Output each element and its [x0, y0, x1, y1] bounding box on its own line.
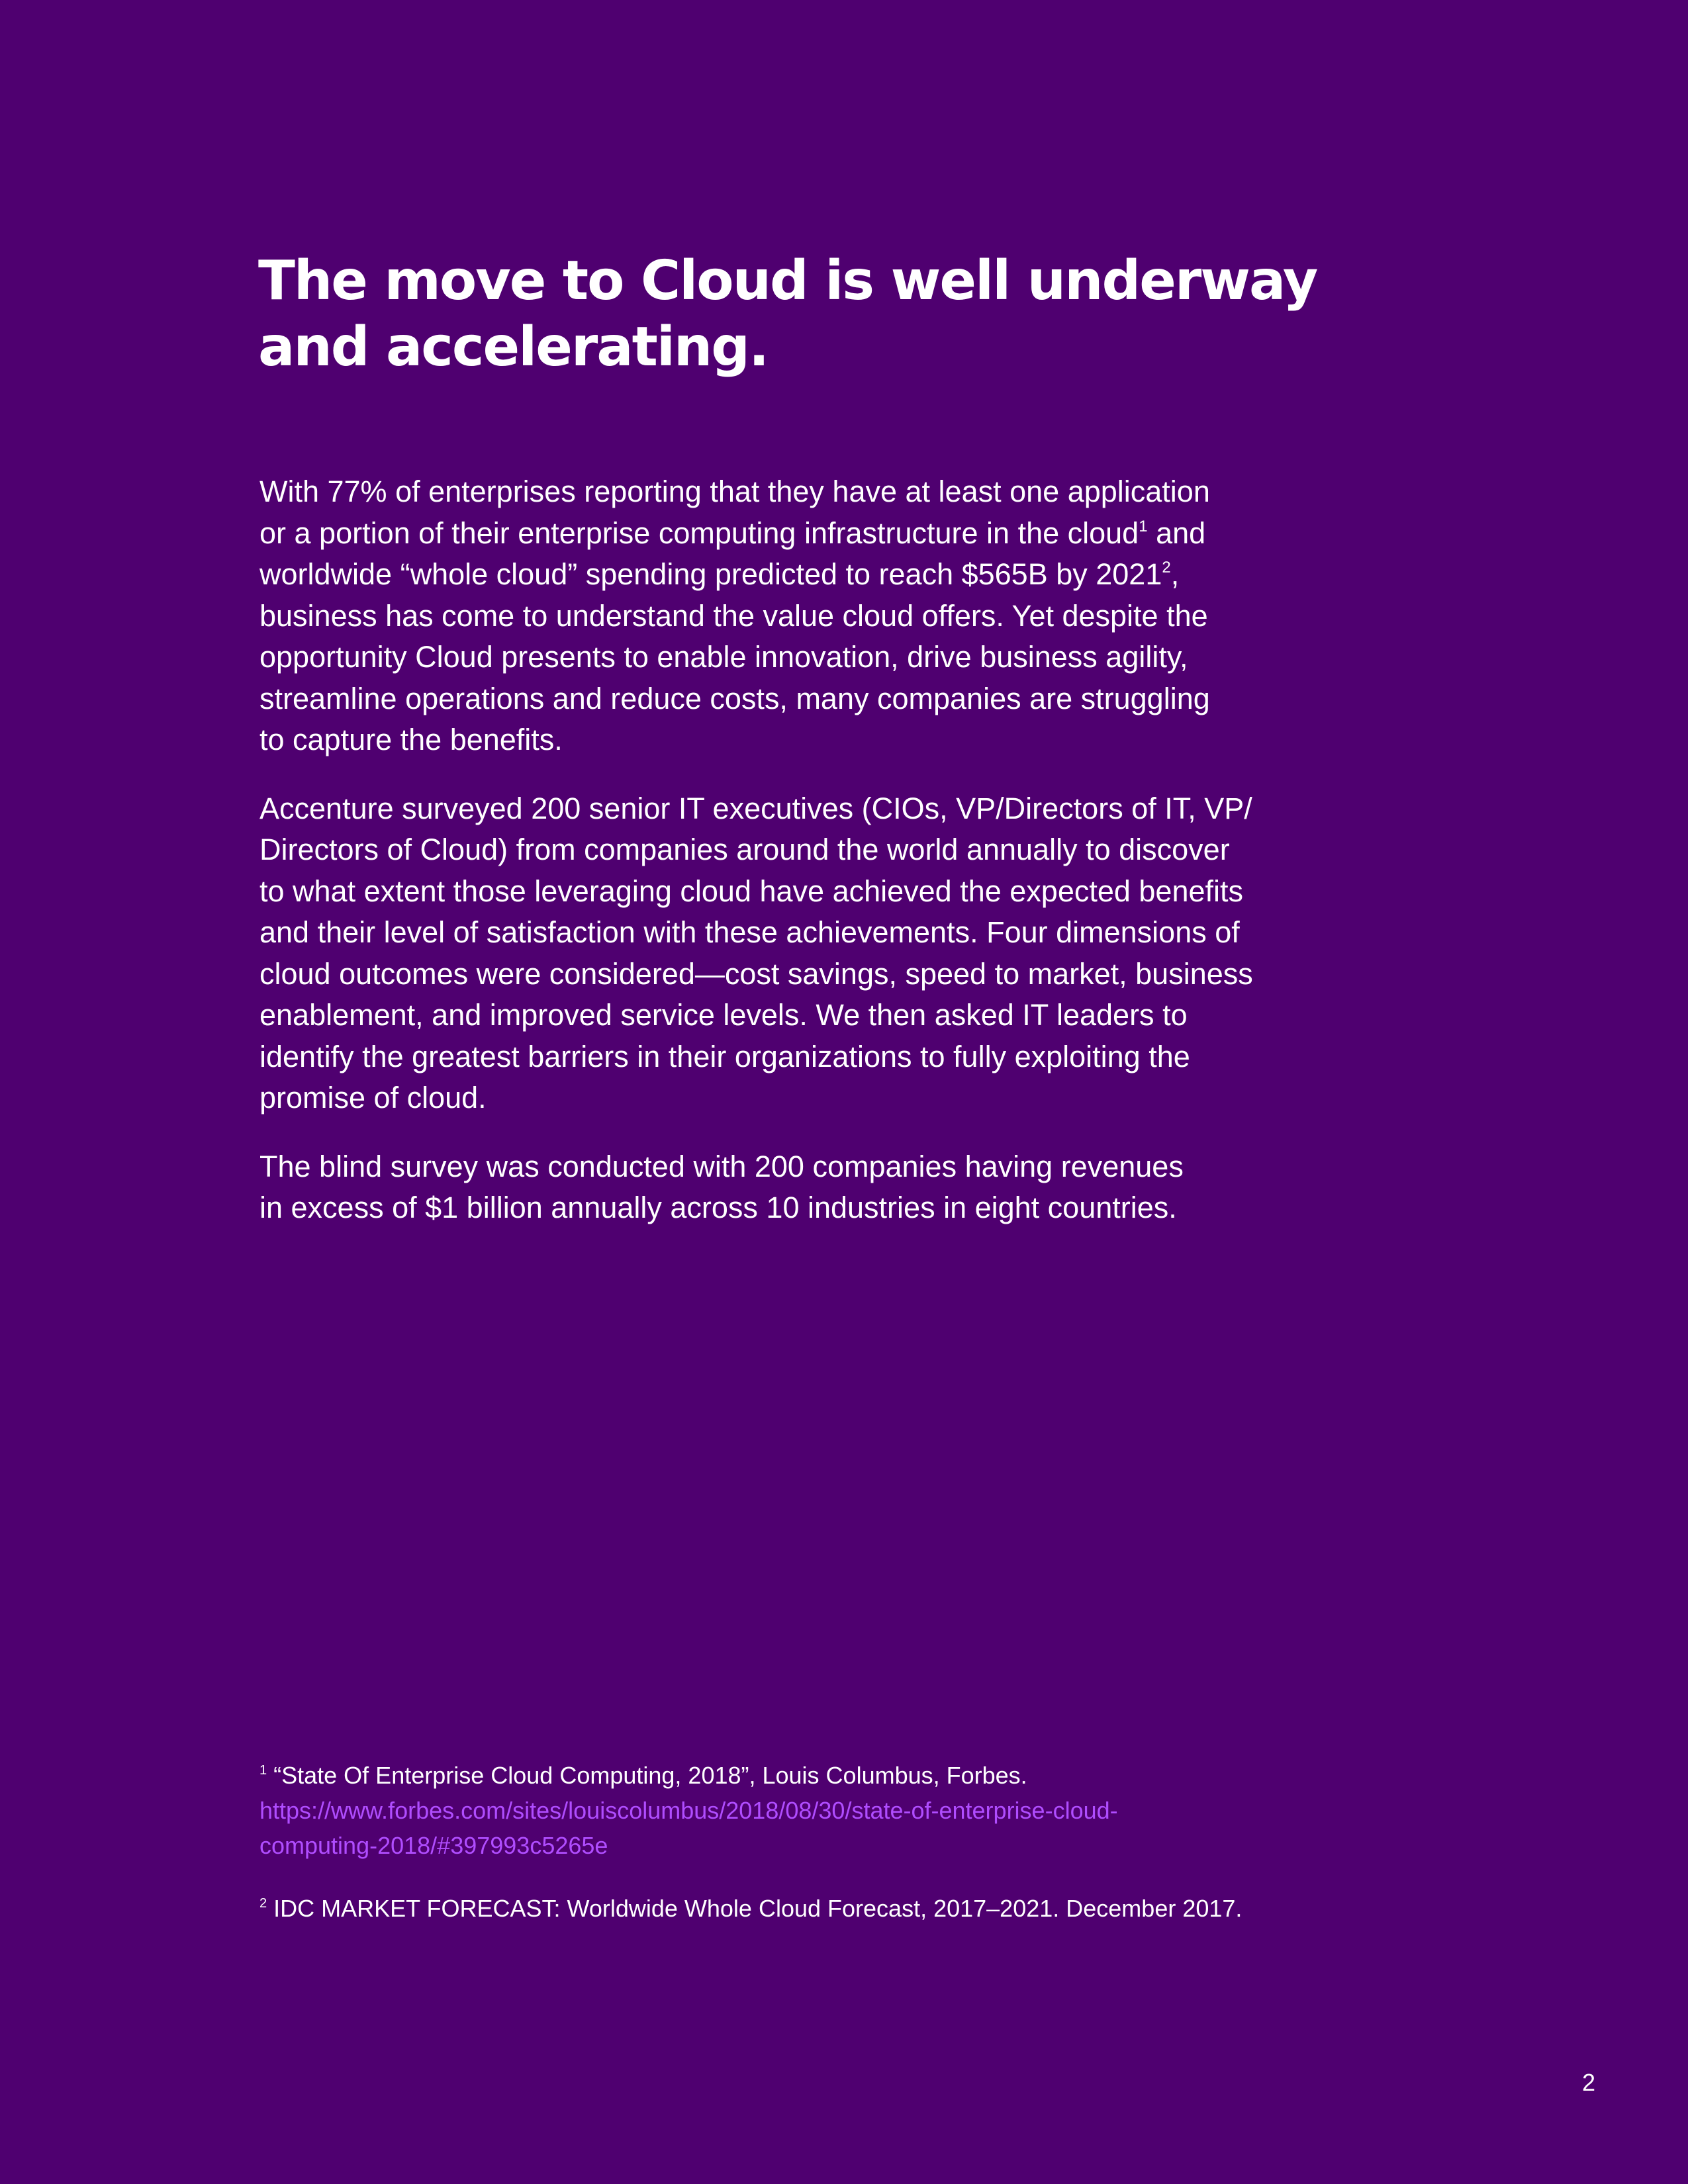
text-segment: ,	[1170, 557, 1180, 591]
text-segment: and	[1147, 516, 1206, 550]
footnote-number: 1	[259, 1763, 267, 1778]
text-segment: or a portion of their enterprise computing infrastructure in the cloud	[259, 516, 1139, 550]
footnote-link[interactable]: computing-2018/#397993c5265e	[259, 1832, 608, 1859]
text-line: opportunity Cloud presents to enable innovation, drive business agility,	[259, 640, 1188, 674]
text-line	[259, 554, 1358, 596]
text-line: enablement, and improved service levels. We then asked IT leaders to	[259, 998, 1188, 1032]
page-number: 2	[1581, 2069, 1595, 2096]
text-line: The blind survey was conducted with 200 companies having revenues	[259, 1149, 1184, 1183]
footnote-ref-1[interactable]: 1	[1139, 517, 1148, 535]
footnote-number: 2	[259, 1896, 267, 1911]
title-line: and accelerating.	[258, 316, 769, 379]
text-line: streamline operations and reduce costs, many companies are struggling	[259, 681, 1210, 715]
text-line: business has come to understand the value cloud offers. Yet despite the	[259, 598, 1208, 633]
footnote-text-line	[259, 1758, 1385, 1793]
footnote-link[interactable]: https://www.forbes.com/sites/louiscolumbus/2018/08/30/state-of-enterprise-cloud-	[259, 1797, 1118, 1824]
text-line: in excess of $1 billion annually across 10 industries in eight countries.	[259, 1191, 1177, 1224]
text-line: Accenture surveyed 200 senior IT executives (CIOs, VP/Directors of IT, VP/	[259, 791, 1252, 825]
footnotes	[259, 1758, 1385, 1954]
paragraph-intro	[259, 471, 1358, 761]
body-text	[259, 471, 1358, 1256]
paragraph-method	[259, 1146, 1358, 1229]
footnote-2	[259, 1891, 1385, 1926]
text-line: Directors of Cloud) from companies around the world annually to discover	[259, 833, 1230, 866]
page-title	[258, 248, 1383, 381]
footnote-text: “State Of Enterprise Cloud Computing, 2018”, Louis Columbus, Forbes.	[273, 1762, 1027, 1789]
text-line: With 77% of enterprises reporting that they have at least one application	[259, 475, 1210, 508]
text-line: and their level of satisfaction with these achievements. Four dimensions of	[259, 915, 1240, 949]
paragraph-survey	[259, 788, 1358, 1119]
title-line: The move to Cloud is well underway	[258, 250, 1317, 312]
text-line: cloud outcomes were considered—cost savings, speed to market, business	[259, 956, 1253, 991]
footnote-text: IDC MARKET FORECAST: Worldwide Whole Cloud Forecast, 2017–2021. December 2017.	[273, 1895, 1243, 1922]
footnote-1	[259, 1758, 1385, 1863]
text-line	[259, 513, 1358, 555]
text-line: to what extent those leveraging cloud have achieved the expected benefits	[259, 874, 1244, 908]
text-line: identify the greatest barriers in their organizations to fully exploiting the	[259, 1039, 1190, 1073]
footnote-ref-2[interactable]: 2	[1162, 559, 1171, 576]
text-line: promise of cloud.	[259, 1081, 487, 1115]
text-line: to capture the benefits.	[259, 723, 563, 756]
footnote-text-line	[259, 1891, 1385, 1926]
text-segment: worldwide “whole cloud” spending predicted to reach $565B by 2021	[259, 557, 1162, 591]
